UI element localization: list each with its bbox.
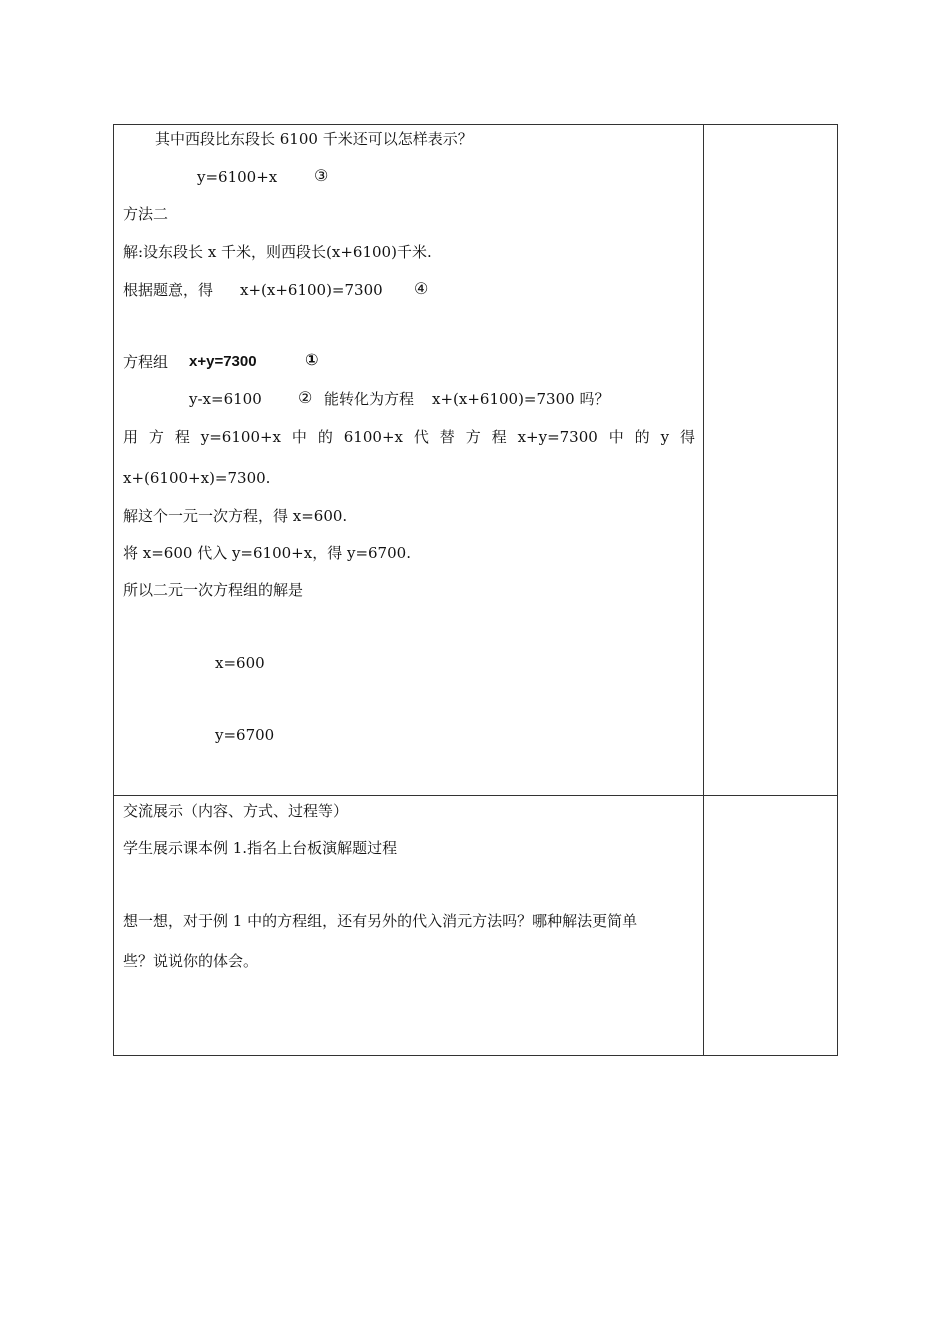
convert-question: 能转化为方程 <box>324 390 415 408</box>
word: 方 <box>148 428 164 446</box>
equation-3-marker: ③ <box>314 166 329 185</box>
think-question-cont: 些？说说你的体会。 <box>123 952 259 970</box>
word: 中 <box>291 428 307 446</box>
convert-equation: x+(x+6100)=7300 吗？ <box>432 390 610 408</box>
student-show-line: 学生展示课本例 1.指名上台板演解题过程 <box>123 839 398 857</box>
word: 得 <box>679 428 695 446</box>
word: 替 <box>439 428 455 446</box>
word: 程 <box>174 428 190 446</box>
substituted-equation: x+(6100+x)=7300. <box>123 469 271 487</box>
solution-intro: 所以二元一次方程组的解是 <box>123 581 304 599</box>
word: 6100+x <box>343 428 403 446</box>
exchange-heading: 交流展示（内容、方式、过程等） <box>123 802 349 820</box>
word: 程 <box>491 428 507 446</box>
equation-1-marker: ① <box>305 352 319 369</box>
equation-3: y=6100+x <box>197 168 278 186</box>
table-border-top <box>113 124 838 125</box>
word: 中 <box>608 428 624 446</box>
substitution-line <box>123 427 695 447</box>
table-border-right <box>837 124 838 1056</box>
table-border-bottom <box>113 1055 838 1056</box>
equation-4-marker: ④ <box>414 279 429 298</box>
word: 用 <box>123 428 139 446</box>
solution-y: y=6700 <box>215 726 275 744</box>
method-two-heading: 方法二 <box>123 205 169 223</box>
word: 代 <box>413 428 429 446</box>
word: x+y=7300 <box>517 428 598 446</box>
according-label: 根据题意，得 <box>123 281 214 299</box>
solve-x-line: 解这个一元一次方程，得 x=600. <box>123 507 348 525</box>
row-divider <box>113 795 838 796</box>
equation-2-marker: ② <box>298 388 313 407</box>
equation-1: x+y=7300 <box>189 353 257 370</box>
column-divider <box>703 124 704 1056</box>
solution-x: x=600 <box>215 654 265 672</box>
think-question: 想一想，对于例 1 中的方程组，还有另外的代入消元方法吗？哪种解法更简单 <box>123 912 638 930</box>
equation-4: x+(x+6100)=7300 <box>240 281 383 299</box>
word: 的 <box>634 428 650 446</box>
equation-2: y-x=6100 <box>189 390 262 408</box>
word: y <box>660 428 670 446</box>
word: 的 <box>317 428 333 446</box>
solve-y-line: 将 x=600 代入 y=6100+x，得 y=6700. <box>123 544 411 562</box>
word: 方 <box>465 428 481 446</box>
table-border-left <box>113 124 114 1056</box>
question-line: 其中西段比东段长 6100 千米还可以怎样表示？ <box>155 130 473 148</box>
system-label: 方程组 <box>123 353 169 371</box>
word: y=6100+x <box>200 428 282 446</box>
solution-setup: 解:设东段长 x 千米，则西段长(x+6100)千米. <box>123 243 432 261</box>
